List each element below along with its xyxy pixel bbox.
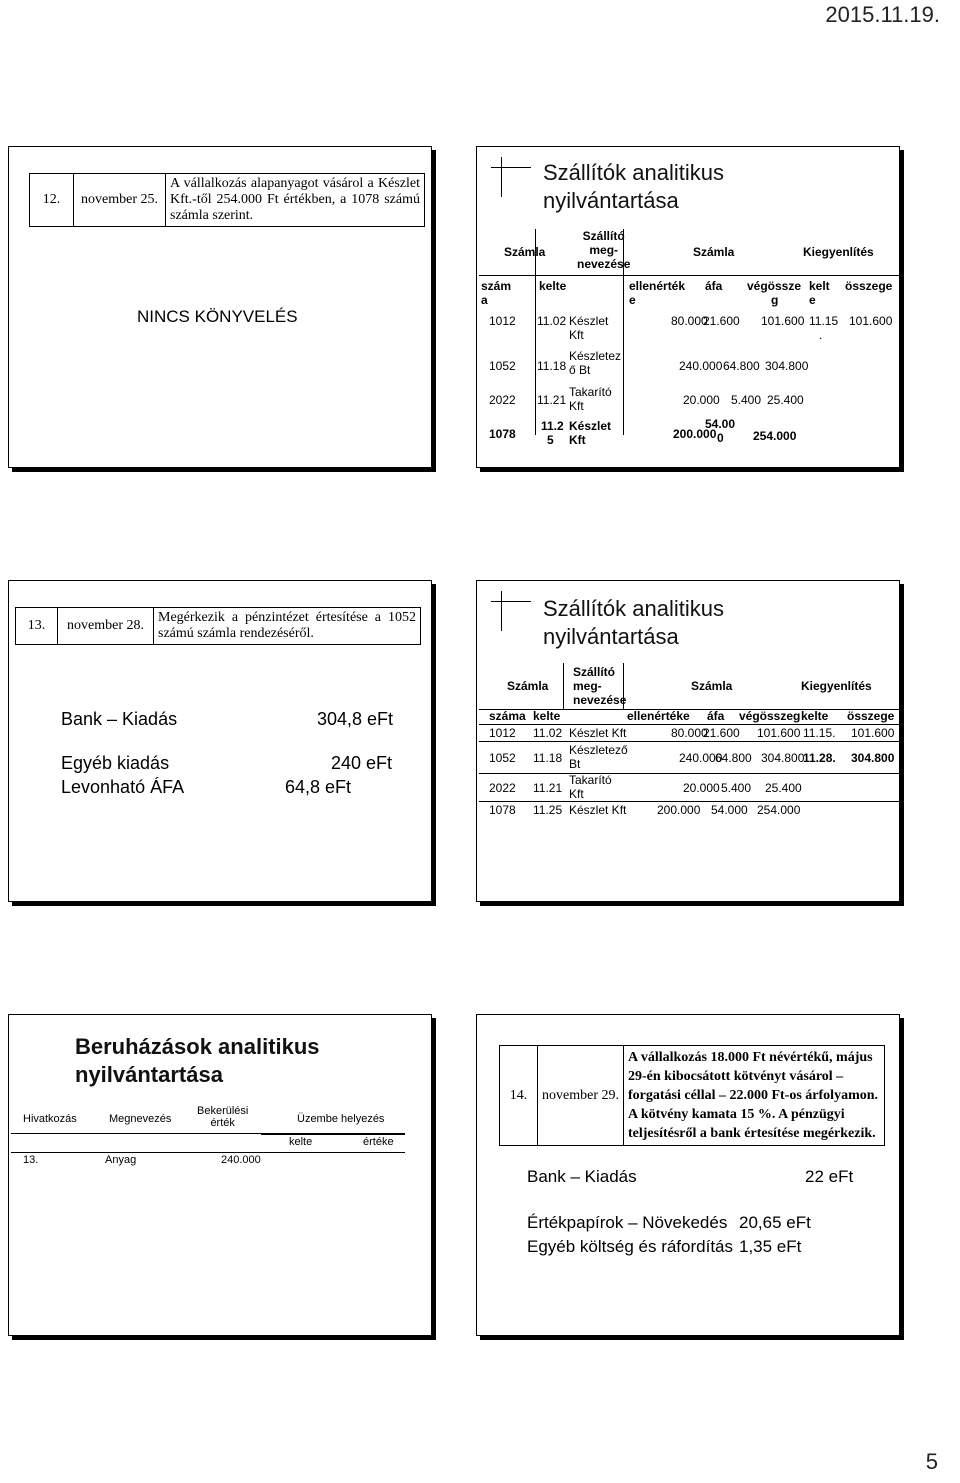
event-header-table — [15, 607, 421, 645]
event-text: A vállalkozás alapanyagot vásárol a Készlet Kft.-től 254.000 Ft értékben, a 1078 számú számla szerint. — [166, 174, 425, 227]
no-booking-text: NINCS KÖNYVELÉS — [137, 307, 298, 326]
slide-corner-mark — [491, 157, 533, 177]
col-kelt: kelt e — [809, 279, 830, 307]
entry-credit2-value: 64,8 eFt — [285, 777, 352, 797]
col-afa: áfa — [707, 709, 725, 723]
col-bekerulesi: Bekerülési érték — [197, 1105, 249, 1129]
col-megnevezes: Megnevezés — [109, 1113, 172, 1125]
event-date: november 28. — [58, 608, 154, 645]
col-ossz: összege — [847, 709, 895, 723]
col-szama: száma — [489, 709, 526, 723]
entry-credit2-label: Egyéb költség és ráfordítás — [527, 1237, 734, 1256]
col-szamla-header: Számla — [507, 679, 549, 693]
title-line-2: nyilvántartása — [75, 1062, 223, 1087]
col-kelte: kelte — [539, 279, 567, 293]
entry-credit1-value: 20,65 eFt — [739, 1213, 811, 1232]
entry-credit2-value: 1,35 eFt — [739, 1237, 802, 1256]
slide-1 — [8, 146, 432, 468]
event-header-table — [29, 173, 425, 227]
col-szamla-header: Számla — [504, 245, 546, 259]
page-number: 5 — [925, 1449, 938, 1474]
slide-title — [75, 1033, 320, 1089]
entry-debit-label: Bank – Kiadás — [527, 1167, 637, 1186]
col-ellen: ellenértéke — [627, 709, 690, 723]
col-szamla2-header: Számla — [693, 245, 735, 259]
col-kiegy-header: Kiegyenlítés — [803, 245, 874, 259]
col-uzembe: Üzembe helyezés — [297, 1113, 385, 1125]
event-header-table — [499, 1045, 885, 1146]
header-date: 2015.11.19. — [825, 2, 940, 27]
slide-3 — [8, 580, 432, 902]
event-date: november 29. — [538, 1046, 624, 1146]
col-hivatkozas: Hivatkozás — [23, 1113, 77, 1125]
col-kelt: kelte — [801, 709, 829, 723]
entry-debit-value: 304,8 eFt — [317, 709, 394, 729]
col-ellen: ellenérték e — [629, 279, 686, 307]
slide-4: Szállítók analitikus nyilvántartása Számla Szállító meg- nevezése Számla Kiegyenlítés száma kelte ellenértéke áfa végösszeg kelte összege 1012 11.02 Készlet Kft 80.000 21.600 101.600 11.15. 101.600 1052 11.18 Készletező Bt 240.000 64.800 304.800 11.28. 304.800 2022 11.21 Takarító Kft 20.000 5.400 25.400 1078 11.25 Készlet Kft 200.000 54.000 254.000 — [476, 580, 900, 902]
col-supplier-header: Szállító meg- nevezése — [577, 229, 631, 271]
event-number: 14. — [500, 1046, 538, 1146]
event-number: 12. — [30, 174, 74, 227]
slide-title — [543, 595, 724, 651]
entry-credit1-label: Értékpapírok – Növekedés — [527, 1213, 728, 1232]
col-supplier-header: Szállító meg- nevezése — [573, 665, 627, 707]
entry-debit-label: Bank – Kiadás — [61, 709, 178, 729]
slide-5: Beruházások analitikus nyilvántartása Hivatkozás Megnevezés Bekerülési érték Üzembe helyezés kelte értéke 13. Anyag 240.000 — [8, 1014, 432, 1336]
entry-credit1-label: Egyéb kiadás — [61, 753, 170, 773]
col-kelte: kelte — [533, 709, 561, 723]
col-kiegy-header: Kiegyenlítés — [801, 679, 872, 693]
slide-6 — [476, 1014, 900, 1336]
col-erteke: értéke — [363, 1136, 394, 1148]
title-line-2: nyilvántartása — [543, 188, 679, 213]
event-text: Megérkezik a pénzintézet értesítése a 1052 számú számla rendezéséről. — [154, 608, 421, 645]
col-afa: áfa — [705, 279, 723, 293]
col-szamla2-header: Számla — [691, 679, 733, 693]
entry-credit2-label: Levonható ÁFA — [61, 777, 185, 797]
title-line-1: Szállítók analitikus — [543, 596, 724, 621]
slide-2: Szállítók analitikus nyilvántartása Számla Szállító meg- nevezése Számla Kiegyenlítés szám a kelte ellenérték e áfa végössze g kelt e összege 1012 11.02 Készlet Kft 80.000 21.600 101.600 11.15 . 101.600 1052 11.18 Készletez ő Bt 240.000 64.800 304.800 2022 11.21 Takarító Kft 20.000 5.400 25.400 1078 11.2 5 Készlet Kft 200.000 54.00 0 254.000 — [476, 146, 900, 468]
event-text: A vállalkozás 18.000 Ft névértékű, május 29-én kibocsátott kötvényt vásárol – forgatási céllal – 22.000 Ft-os árfolyamon. A kötvény kamata 15 %. A pénzügyi teljesítésről a bank értesítése megérkezik. — [624, 1046, 885, 1146]
title-line-2: nyilvántartása — [543, 624, 679, 649]
col-szam: szám a — [481, 279, 512, 307]
col-veg: végössze g — [747, 279, 802, 307]
title-line-1: Szállítók analitikus — [543, 160, 724, 185]
col-kelte: kelte — [289, 1136, 313, 1148]
entry-credit1-value: 240 eFt — [331, 753, 393, 773]
title-line-1: Beruházások analitikus — [75, 1034, 320, 1059]
slide-corner-mark — [491, 591, 533, 611]
col-veg: végösszeg — [739, 709, 801, 723]
entry-debit-value: 22 eFt — [805, 1167, 854, 1186]
event-date: november 25. — [74, 174, 166, 227]
event-number: 13. — [16, 608, 58, 645]
slide-title — [543, 159, 724, 215]
col-ossz: összege — [845, 279, 893, 293]
